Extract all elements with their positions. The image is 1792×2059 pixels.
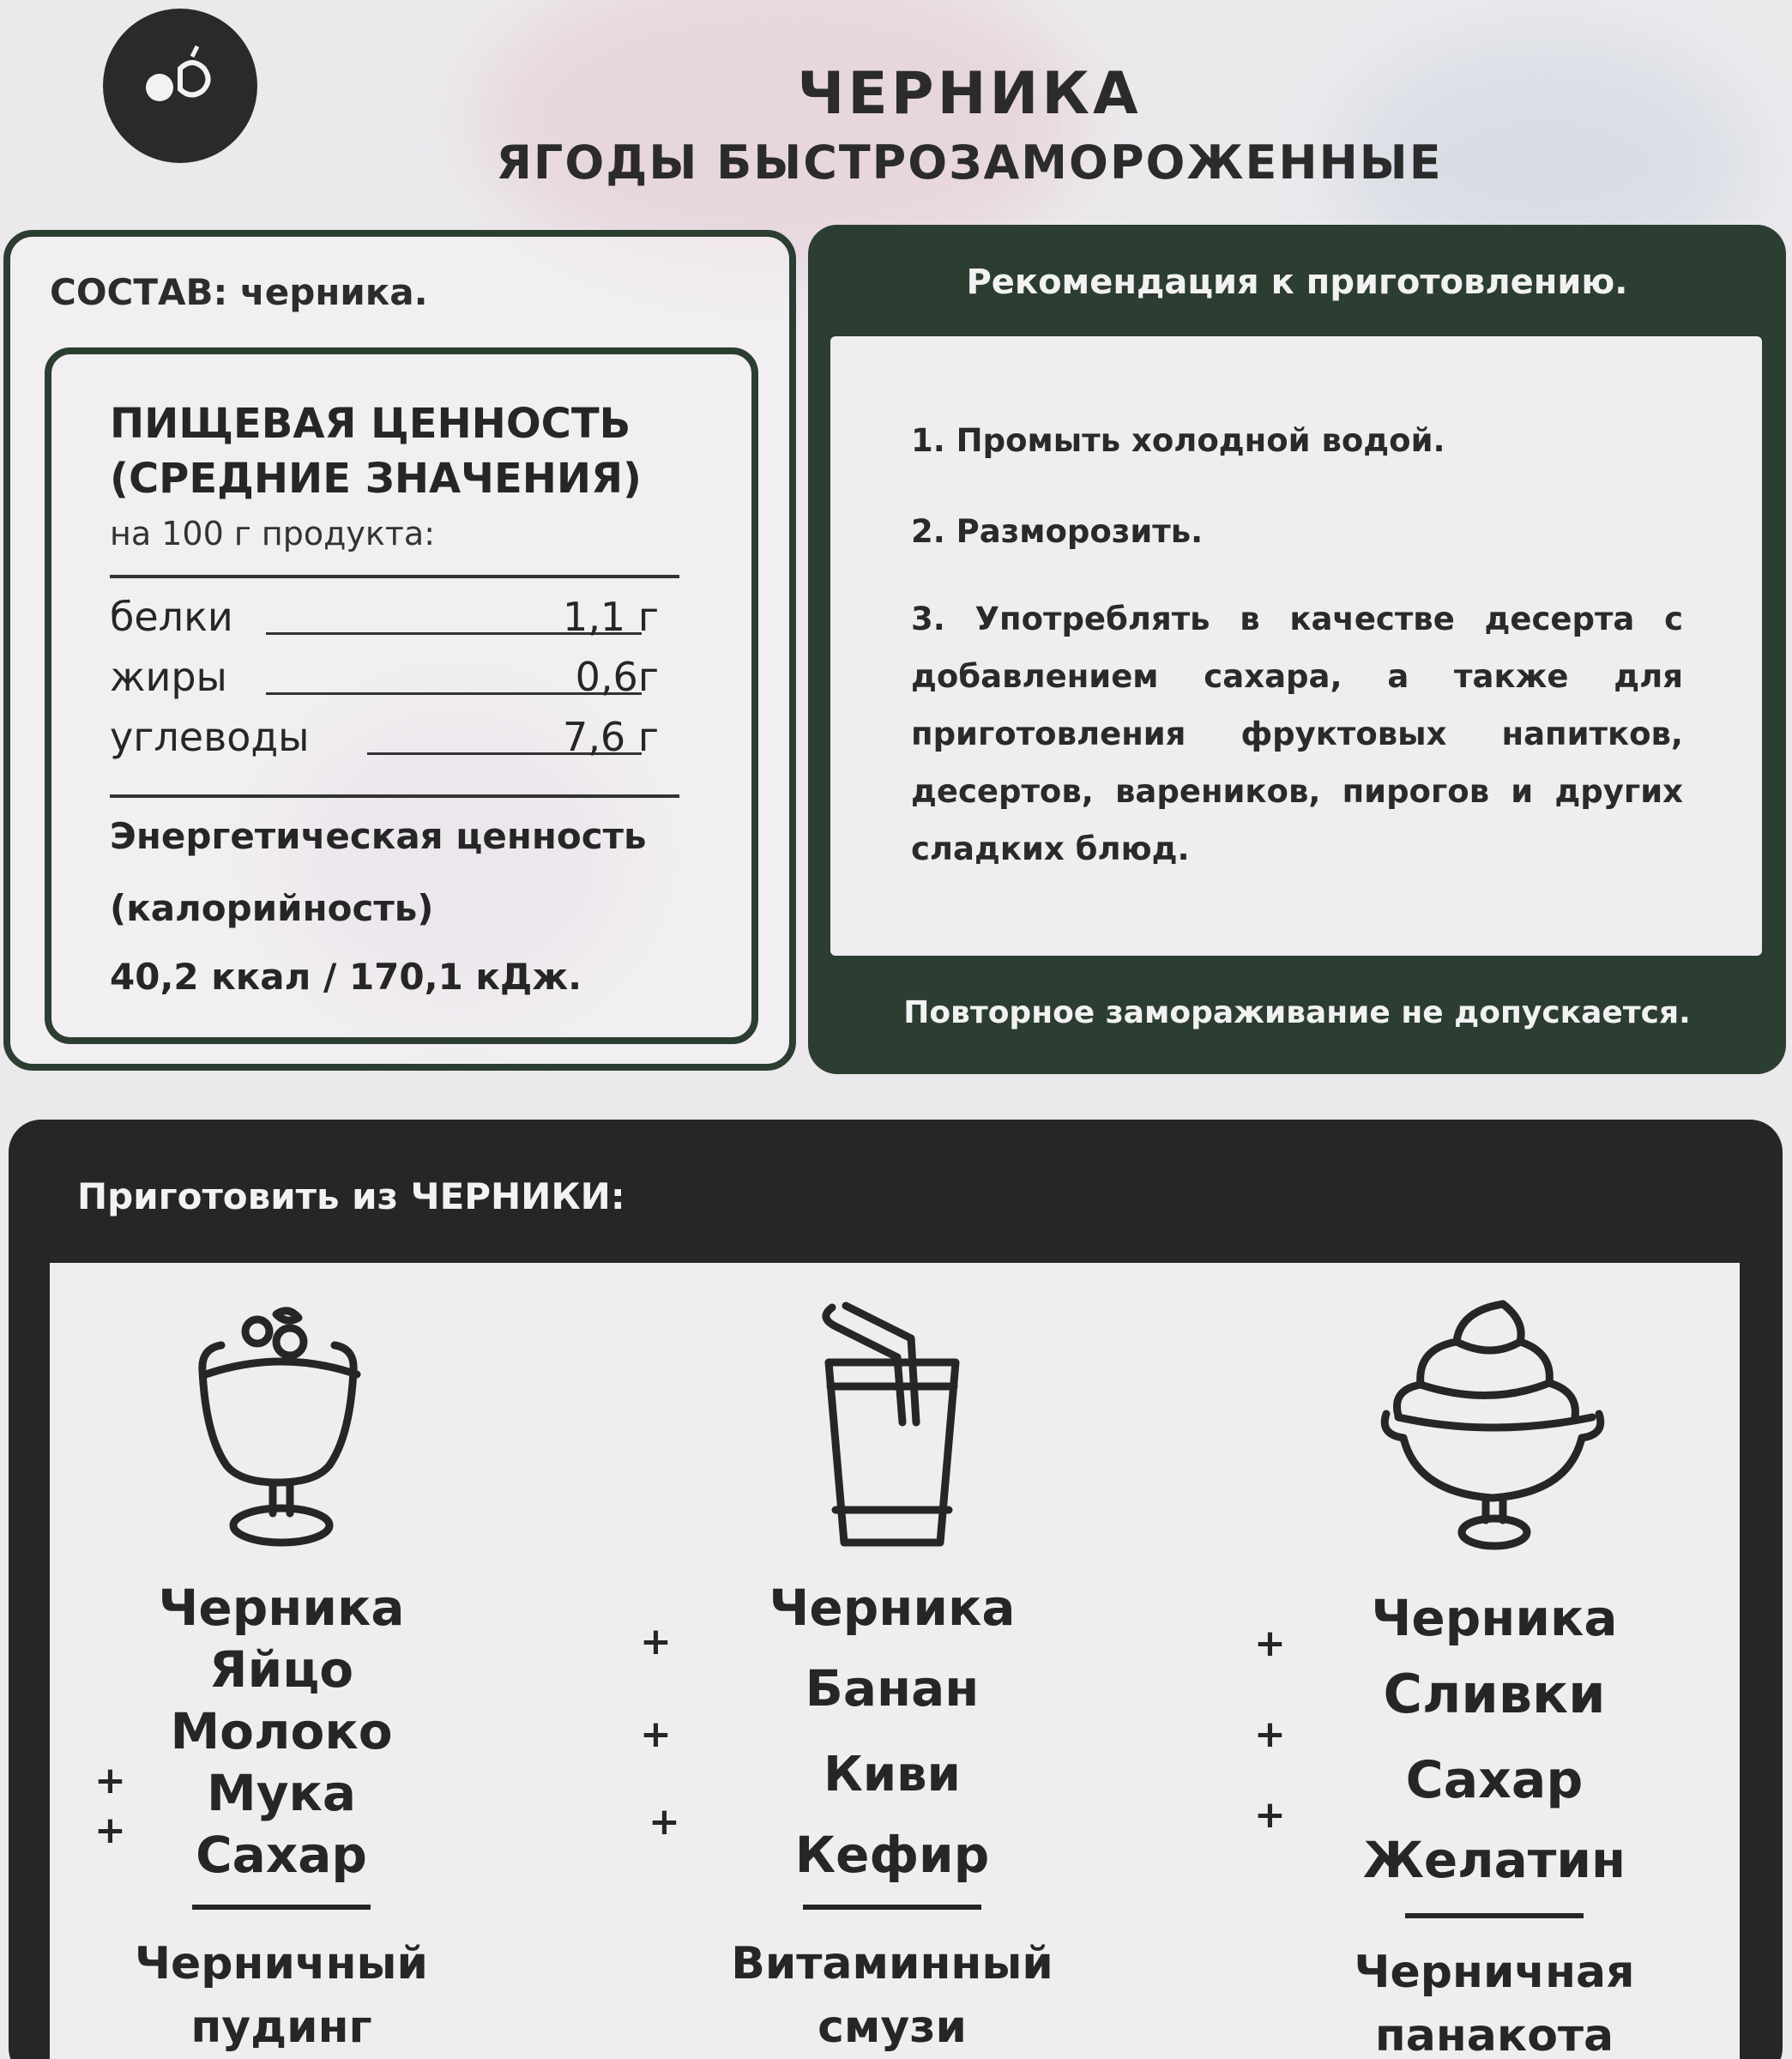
recipe-card	[1254, 1295, 1735, 2059]
plus-sign: +	[1254, 1621, 1286, 1665]
refreeze-warning: Повторное замораживание не допускается.	[903, 995, 1691, 1030]
product-title: ЧЕРНИКА	[797, 60, 1142, 128]
nutrition-title: ПИЩЕВАЯ ЦЕННОСТЬ (СРЕДНИЕ ЗНАЧЕНИЯ)	[110, 400, 642, 503]
nutrient-name: жиры	[110, 654, 227, 700]
step-1: 1. Промыть холодной водой.	[911, 422, 1445, 459]
plus-sign: +	[1254, 1712, 1286, 1756]
plus-sign: +	[640, 1712, 672, 1756]
nutrient-name: белки	[110, 594, 233, 640]
ingredient: Сливки	[1383, 1663, 1606, 1725]
ingredient: Кефир	[794, 1826, 990, 1884]
ingredient: Киви	[824, 1747, 961, 1802]
nutrition-per: на 100 г продукта:	[110, 515, 436, 552]
ingredient: Черника	[1371, 1589, 1618, 1647]
ingredient: Желатин	[1362, 1831, 1626, 1889]
dish-name: Черничный пудинг	[135, 1938, 428, 2053]
ingredient: Банан	[805, 1659, 980, 1718]
ingredient: Молоко	[170, 1702, 393, 1760]
plus-sign: +	[94, 1808, 126, 1852]
product-subtitle: ЯГОДЫ БЫСТРОЗАМОРОЖЕННЫЕ	[496, 136, 1443, 190]
energy-value: 40,2 ккал / 170,1 кДж.	[110, 956, 582, 998]
underline	[1405, 1913, 1584, 1918]
dish-name: Черничная панакота	[1354, 1947, 1635, 2059]
brand-logo	[103, 9, 257, 163]
smoothie-glass-icon	[763, 1295, 1021, 1553]
nutrient-value: 7,6 г	[563, 714, 659, 760]
energy-label: Энергетическая ценность	[110, 815, 647, 857]
composition-text: СОСТАВ: черника.	[50, 271, 428, 313]
nutrient-value: 0,6г	[575, 654, 659, 700]
step-3: 3. Употреблять в качестве десерта с добавлением сахара, а также для приготовления фруктовых напитков, десертов, вареников, пирогов и других сладких блюд.	[911, 601, 1683, 867]
plus-sign: +	[94, 1759, 126, 1802]
underline	[803, 1905, 981, 1910]
plus-sign: +	[649, 1800, 680, 1844]
nutrition-row	[110, 655, 659, 707]
recipe-card	[41, 1295, 522, 2059]
nutrition-row	[110, 716, 659, 767]
nutrient-name: углеводы	[110, 714, 310, 760]
underline	[192, 1905, 371, 1910]
step-2: 2. Разморозить.	[911, 513, 1204, 550]
recommendation-title: Рекомендация к приготовлению.	[966, 263, 1628, 302]
plus-sign: +	[640, 1620, 672, 1664]
ingredient: Сахар	[1405, 1750, 1584, 1810]
nutrition-row	[110, 595, 659, 647]
energy-sublabel: (калорийность)	[110, 887, 434, 929]
plus-sign: +	[1254, 1793, 1286, 1837]
ingredient: Яйцо	[208, 1640, 354, 1699]
dish-name: Витаминный смузи	[731, 1938, 1053, 2053]
ingredient: Сахар	[196, 1826, 367, 1884]
recipe-card	[640, 1295, 1132, 2059]
ingredient: Мука	[206, 1764, 357, 1822]
ingredient: Черника	[158, 1579, 405, 1637]
pudding-glass-icon	[153, 1295, 410, 1553]
divider	[110, 794, 679, 798]
nutrient-value: 1,1 г	[563, 594, 659, 640]
recipes-title: Приготовить из ЧЕРНИКИ:	[77, 1175, 625, 1217]
ingredient: Черника	[769, 1579, 1016, 1637]
divider	[110, 575, 679, 578]
berry-logo-icon	[136, 39, 225, 129]
dessert-cup-icon	[1366, 1295, 1623, 1553]
